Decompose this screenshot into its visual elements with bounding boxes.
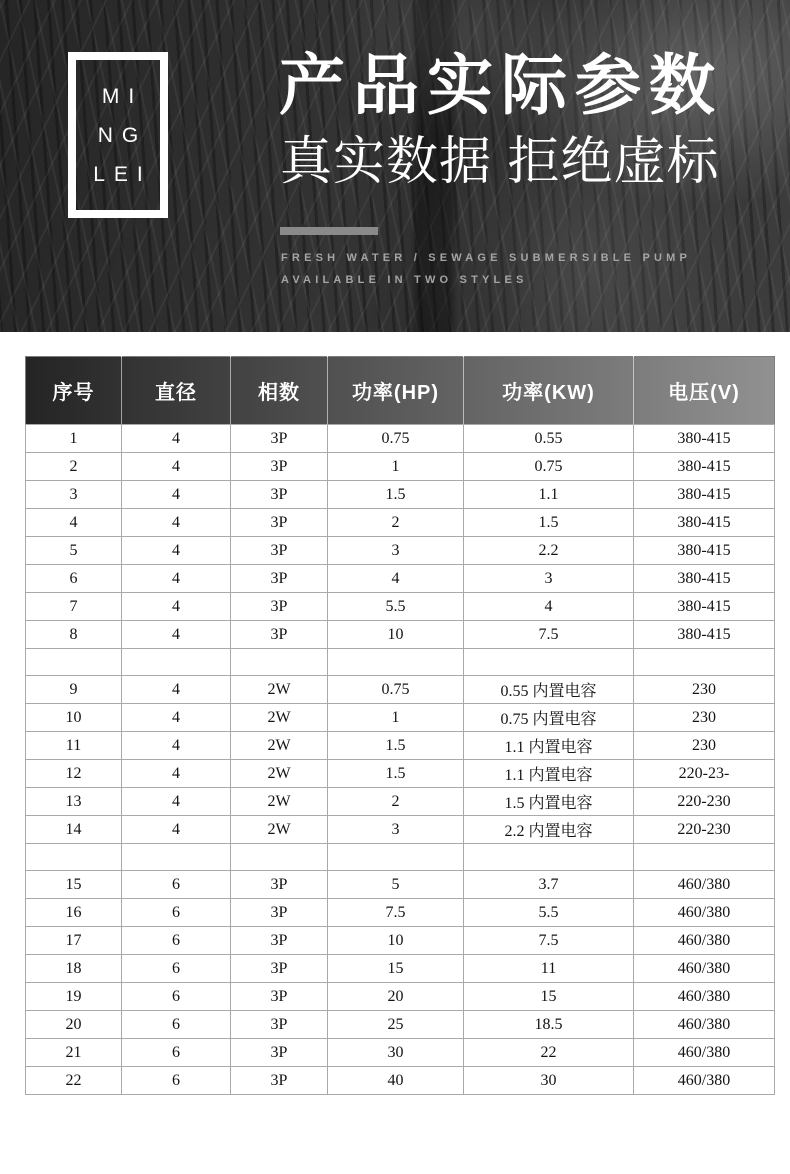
table-cell: 0.75 内置电容 [464, 704, 634, 732]
table-cell: 5.5 [464, 899, 634, 927]
table-cell: 3P [231, 537, 328, 565]
table-cell: 460/380 [634, 871, 775, 899]
table-cell: 4 [122, 676, 231, 704]
table-row [26, 760, 775, 788]
table-cell: 6 [122, 983, 231, 1011]
table-cell: 20 [26, 1011, 122, 1039]
table-cell: 17 [26, 927, 122, 955]
table-cell: 2W [231, 704, 328, 732]
table-row [26, 565, 775, 593]
table-cell: 3 [464, 565, 634, 593]
table-cell: 4 [122, 704, 231, 732]
table-cell: 1.5 [328, 481, 464, 509]
spacer-row [26, 649, 775, 676]
table-cell: 380-415 [634, 621, 775, 649]
table-cell: 380-415 [634, 565, 775, 593]
logo-line-3: LEI [93, 162, 152, 186]
table-cell [231, 649, 328, 676]
table-cell: 460/380 [634, 1039, 775, 1067]
table-row [26, 955, 775, 983]
table-cell: 25 [328, 1011, 464, 1039]
tagline-line-1: FRESH WATER / SEWAGE SUBMERSIBLE PUMP [281, 252, 692, 264]
table-cell: 460/380 [634, 1011, 775, 1039]
table-cell: 380-415 [634, 481, 775, 509]
table-cell: 0.55 内置电容 [464, 676, 634, 704]
table-cell: 9 [26, 676, 122, 704]
table-cell: 11 [26, 732, 122, 760]
table-cell: 1 [328, 453, 464, 481]
table-row [26, 453, 775, 481]
table-cell [122, 844, 231, 871]
table-cell: 460/380 [634, 899, 775, 927]
table-cell: 460/380 [634, 1067, 775, 1095]
table-cell: 4 [122, 732, 231, 760]
table-cell: 16 [26, 899, 122, 927]
column-header-2: 相数 [231, 357, 328, 425]
table-cell: 4 [122, 425, 231, 453]
table-cell: 3P [231, 927, 328, 955]
table-cell [231, 844, 328, 871]
table-cell: 20 [328, 983, 464, 1011]
table-cell: 4 [122, 593, 231, 621]
table-cell: 6 [122, 899, 231, 927]
table-cell: 2 [26, 453, 122, 481]
table-cell: 380-415 [634, 509, 775, 537]
table-header-row [26, 357, 775, 425]
table-cell: 380-415 [634, 537, 775, 565]
table-row [26, 509, 775, 537]
table-cell: 230 [634, 732, 775, 760]
table-cell: 14 [26, 816, 122, 844]
table-cell: 3P [231, 593, 328, 621]
table-cell [634, 844, 775, 871]
table-cell: 2W [231, 676, 328, 704]
table-cell: 5 [328, 871, 464, 899]
table-row [26, 537, 775, 565]
table-cell: 3P [231, 509, 328, 537]
table-cell: 19 [26, 983, 122, 1011]
table-cell [464, 649, 634, 676]
table-cell: 18 [26, 955, 122, 983]
table-cell: 18.5 [464, 1011, 634, 1039]
table-cell: 1.5 内置电容 [464, 788, 634, 816]
banner-subtitle: 真实数据 拒绝虚标 [280, 133, 720, 191]
table-cell: 7.5 [464, 927, 634, 955]
table-cell: 3P [231, 1067, 328, 1095]
spec-table [25, 356, 775, 1095]
table-cell [328, 844, 464, 871]
table-cell: 380-415 [634, 425, 775, 453]
table-cell: 4 [26, 509, 122, 537]
table-row [26, 1039, 775, 1067]
table-cell: 6 [122, 871, 231, 899]
table-cell: 2W [231, 732, 328, 760]
table-row [26, 899, 775, 927]
table-row [26, 1011, 775, 1039]
column-header-4: 功率(KW) [464, 357, 634, 425]
column-header-3: 功率(HP) [328, 357, 464, 425]
table-cell [464, 844, 634, 871]
table-cell: 13 [26, 788, 122, 816]
table-cell: 7 [26, 593, 122, 621]
table-cell: 0.75 [464, 453, 634, 481]
table-row [26, 732, 775, 760]
table-cell: 6 [122, 1067, 231, 1095]
table-cell: 1.5 [328, 760, 464, 788]
table-cell: 1 [26, 425, 122, 453]
table-cell: 1.1 [464, 481, 634, 509]
table-cell [122, 649, 231, 676]
table-cell: 2 [328, 788, 464, 816]
table-cell: 4 [122, 509, 231, 537]
table-cell: 1.5 [328, 732, 464, 760]
table-cell: 4 [328, 565, 464, 593]
divider-bar [280, 227, 378, 235]
table-cell: 6 [26, 565, 122, 593]
table-cell: 3P [231, 871, 328, 899]
table-cell: 3P [231, 955, 328, 983]
table-cell: 3P [231, 425, 328, 453]
table-cell: 460/380 [634, 983, 775, 1011]
table-cell: 15 [464, 983, 634, 1011]
table-row [26, 927, 775, 955]
table-cell: 380-415 [634, 593, 775, 621]
table-cell: 4 [122, 760, 231, 788]
table-cell: 4 [122, 816, 231, 844]
table-cell: 4 [122, 621, 231, 649]
table-cell: 3 [328, 816, 464, 844]
table-row [26, 676, 775, 704]
table-cell: 3P [231, 983, 328, 1011]
table-row [26, 788, 775, 816]
table-cell [634, 649, 775, 676]
table-cell: 3P [231, 565, 328, 593]
table-cell: 4 [122, 481, 231, 509]
table-cell: 10 [26, 704, 122, 732]
table-cell: 3P [231, 453, 328, 481]
table-cell: 11 [464, 955, 634, 983]
table-cell: 15 [328, 955, 464, 983]
table-cell: 1.1 内置电容 [464, 732, 634, 760]
table-cell: 230 [634, 704, 775, 732]
brand-logo [68, 52, 168, 218]
table-cell: 2W [231, 788, 328, 816]
table-cell: 7.5 [328, 899, 464, 927]
table-cell: 30 [328, 1039, 464, 1067]
table-cell: 1.5 [464, 509, 634, 537]
column-header-0: 序号 [52, 382, 95, 404]
table-cell: 22 [26, 1067, 122, 1095]
hero-banner [0, 0, 790, 332]
banner-title: 产品实际参数 [279, 48, 723, 122]
table-row [26, 593, 775, 621]
table-cell: 3 [26, 481, 122, 509]
table-cell: 6 [122, 927, 231, 955]
table-row [26, 983, 775, 1011]
table-cell: 220-230 [634, 788, 775, 816]
table-cell: 1 [328, 704, 464, 732]
logo-line-1: MI [101, 84, 144, 108]
table-cell: 380-415 [634, 453, 775, 481]
logo-line-2: NG [97, 123, 148, 147]
table-cell: 3.7 [464, 871, 634, 899]
table-cell: 4 [122, 537, 231, 565]
table-cell: 4 [122, 565, 231, 593]
table-row [26, 621, 775, 649]
table-cell: 0.55 [464, 425, 634, 453]
table-cell: 6 [122, 1011, 231, 1039]
table-cell: 2W [231, 760, 328, 788]
table-cell [328, 649, 464, 676]
table-cell: 4 [464, 593, 634, 621]
table-cell: 460/380 [634, 955, 775, 983]
table-cell: 6 [122, 955, 231, 983]
table-cell: 6 [122, 1039, 231, 1067]
table-cell: 12 [26, 760, 122, 788]
table-cell: 3 [328, 537, 464, 565]
table-cell [26, 844, 122, 871]
table-cell: 22 [464, 1039, 634, 1067]
tagline-line-2: AVAILABLE IN TWO STYLES [281, 274, 528, 286]
table-cell: 1.1 内置电容 [464, 760, 634, 788]
table-row [26, 816, 775, 844]
table-cell: 3P [231, 1039, 328, 1067]
table-cell: 4 [122, 788, 231, 816]
table-cell: 7.5 [464, 621, 634, 649]
table-cell: 3P [231, 1011, 328, 1039]
table-cell [26, 649, 122, 676]
table-cell: 2.2 内置电容 [464, 816, 634, 844]
column-header-5: 电压(V) [634, 357, 775, 425]
table-cell: 3P [231, 481, 328, 509]
table-cell: 220-23- [634, 760, 775, 788]
table-cell: 10 [328, 621, 464, 649]
table-cell: 15 [26, 871, 122, 899]
table-cell: 2W [231, 816, 328, 844]
table-cell: 2 [328, 509, 464, 537]
table-cell: 8 [26, 621, 122, 649]
column-header-1: 直径 [122, 357, 231, 425]
table-cell: 40 [328, 1067, 464, 1095]
table-cell: 230 [634, 676, 775, 704]
table-cell: 5 [26, 537, 122, 565]
table-cell: 3P [231, 621, 328, 649]
table-cell: 30 [464, 1067, 634, 1095]
table-cell: 4 [122, 453, 231, 481]
table-cell: 21 [26, 1039, 122, 1067]
table-row [26, 481, 775, 509]
table-cell: 3P [231, 899, 328, 927]
table-row [26, 425, 775, 453]
table-cell: 0.75 [328, 425, 464, 453]
table-cell: 10 [328, 927, 464, 955]
table-cell: 2.2 [464, 537, 634, 565]
spacer-row [26, 844, 775, 871]
table-cell: 460/380 [634, 927, 775, 955]
table-row [26, 871, 775, 899]
table-cell: 220-230 [634, 816, 775, 844]
table-cell: 5.5 [328, 593, 464, 621]
table-row [26, 1067, 775, 1095]
table-cell: 0.75 [328, 676, 464, 704]
table-row [26, 704, 775, 732]
